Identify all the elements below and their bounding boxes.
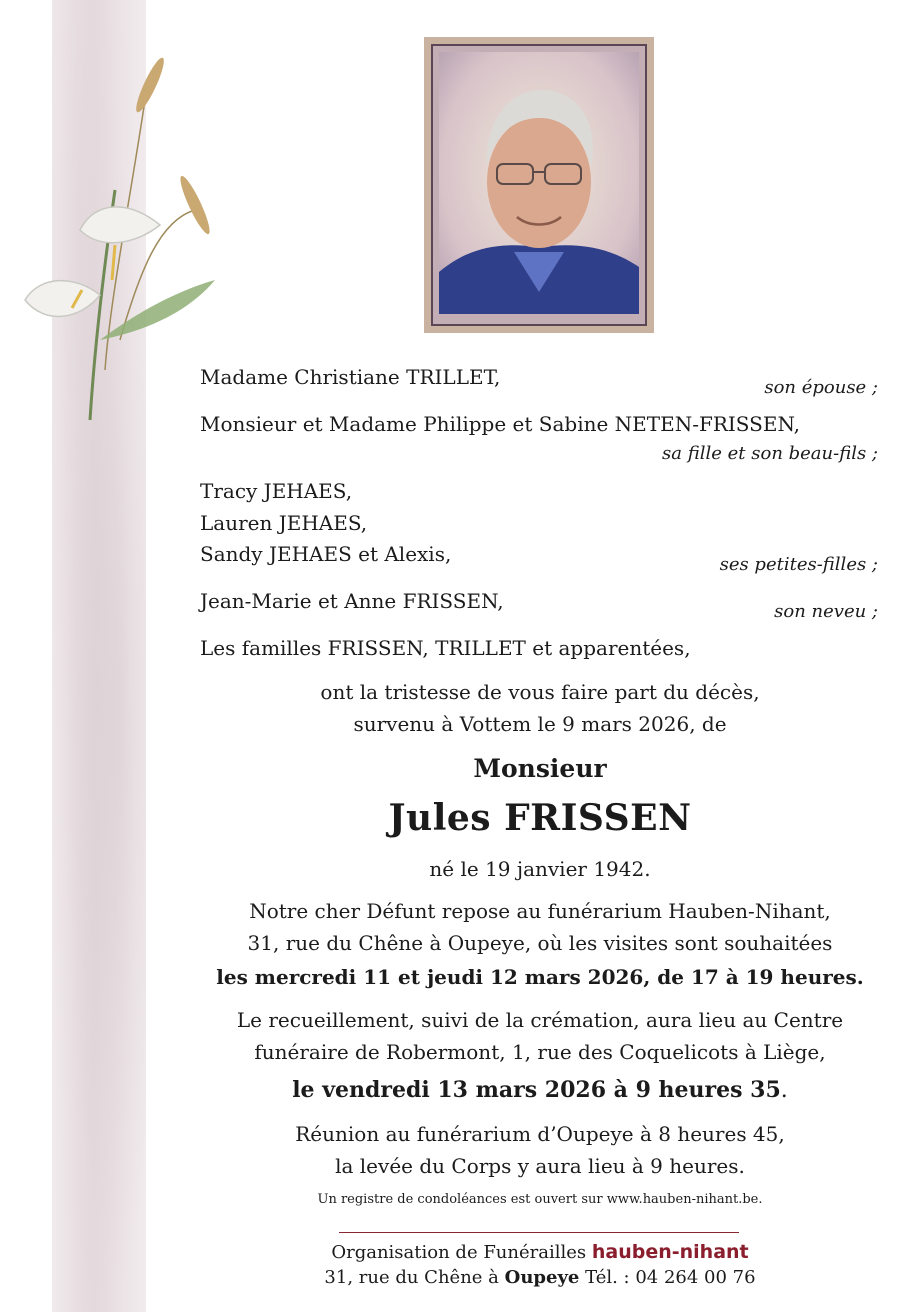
footer-address-city: Oupeye — [504, 1267, 580, 1288]
announcement-line-1: ont la tristesse de vous faire part du décès, — [320, 680, 760, 704]
relation-daughter: sa fille et son beau-fils ; — [662, 443, 878, 464]
birth-date: né le 19 janvier 1942. — [429, 857, 651, 881]
family-line-families: Les familles FRISSEN, TRILLET et apparentées, — [200, 636, 691, 660]
calla-lily-illustration — [20, 40, 220, 440]
gathering-line-1: Réunion au funérarium d’Oupeye à 8 heures 45, — [295, 1122, 785, 1146]
portrait-photo — [439, 52, 639, 314]
relation-nephew: son neveu ; — [774, 601, 878, 622]
visitation-line-2: 31, rue du Chêne à Oupeye, où les visites sont souhaitées — [247, 931, 833, 955]
family-line-granddaughter-3: Sandy JEHAES et Alexis, — [200, 542, 452, 566]
footer-phone: Tél. : 04 264 00 76 — [585, 1267, 756, 1288]
gathering-line-2: la levée du Corps y aura lieu à 9 heures. — [335, 1154, 745, 1178]
family-line-spouse: Madame Christiane TRILLET, — [200, 365, 501, 389]
footer-address-prefix: 31, rue du Chêne à — [324, 1267, 499, 1288]
deceased-title: Monsieur — [473, 754, 607, 783]
ceremony-date: le vendredi 13 mars 2026 à 9 heures 35 — [292, 1077, 781, 1103]
family-line-nephew: Jean-Marie et Anne FRISSEN, — [200, 589, 504, 613]
ceremony-date-line — [190, 1076, 890, 1105]
footer-divider — [339, 1232, 739, 1233]
portrait-frame — [424, 37, 654, 333]
condolences-note: Un registre de condoléances est ouvert sur www.hauben-nihant.be. — [317, 1192, 763, 1207]
footer-organisation — [190, 1240, 890, 1265]
brand-logo: hauben-nihant — [591, 1241, 749, 1263]
visitation-line-1: Notre cher Défunt repose au funérarium Hauben-Nihant, — [249, 899, 831, 923]
relation-granddaughters: ses petites-filles ; — [719, 554, 878, 575]
ceremony-line-1: Le recueillement, suivi de la crémation, aura lieu au Centre — [236, 1008, 844, 1032]
relation-spouse: son épouse ; — [764, 377, 878, 398]
ceremony-date-period: . — [780, 1078, 788, 1103]
deceased-name: Jules FRISSEN — [388, 797, 692, 839]
footer-org-prefix: Organisation de Funérailles — [331, 1242, 587, 1263]
visitation-dates: les mercredi 11 et jeudi 12 mars 2026, de 17 à 19 heures. — [216, 965, 864, 989]
family-line-granddaughter-2: Lauren JEHAES, — [200, 511, 368, 535]
announcement-line-2: survenu à Vottem le 9 mars 2026, de — [353, 712, 727, 736]
family-line-granddaughter-1: Tracy JEHAES, — [200, 479, 353, 503]
ceremony-line-2: funéraire de Robermont, 1, rue des Coquelicots à Liège, — [254, 1040, 826, 1064]
footer-address — [190, 1266, 890, 1290]
family-line-daughter: Monsieur et Madame Philippe et Sabine NETEN-FRISSEN, — [200, 412, 801, 436]
